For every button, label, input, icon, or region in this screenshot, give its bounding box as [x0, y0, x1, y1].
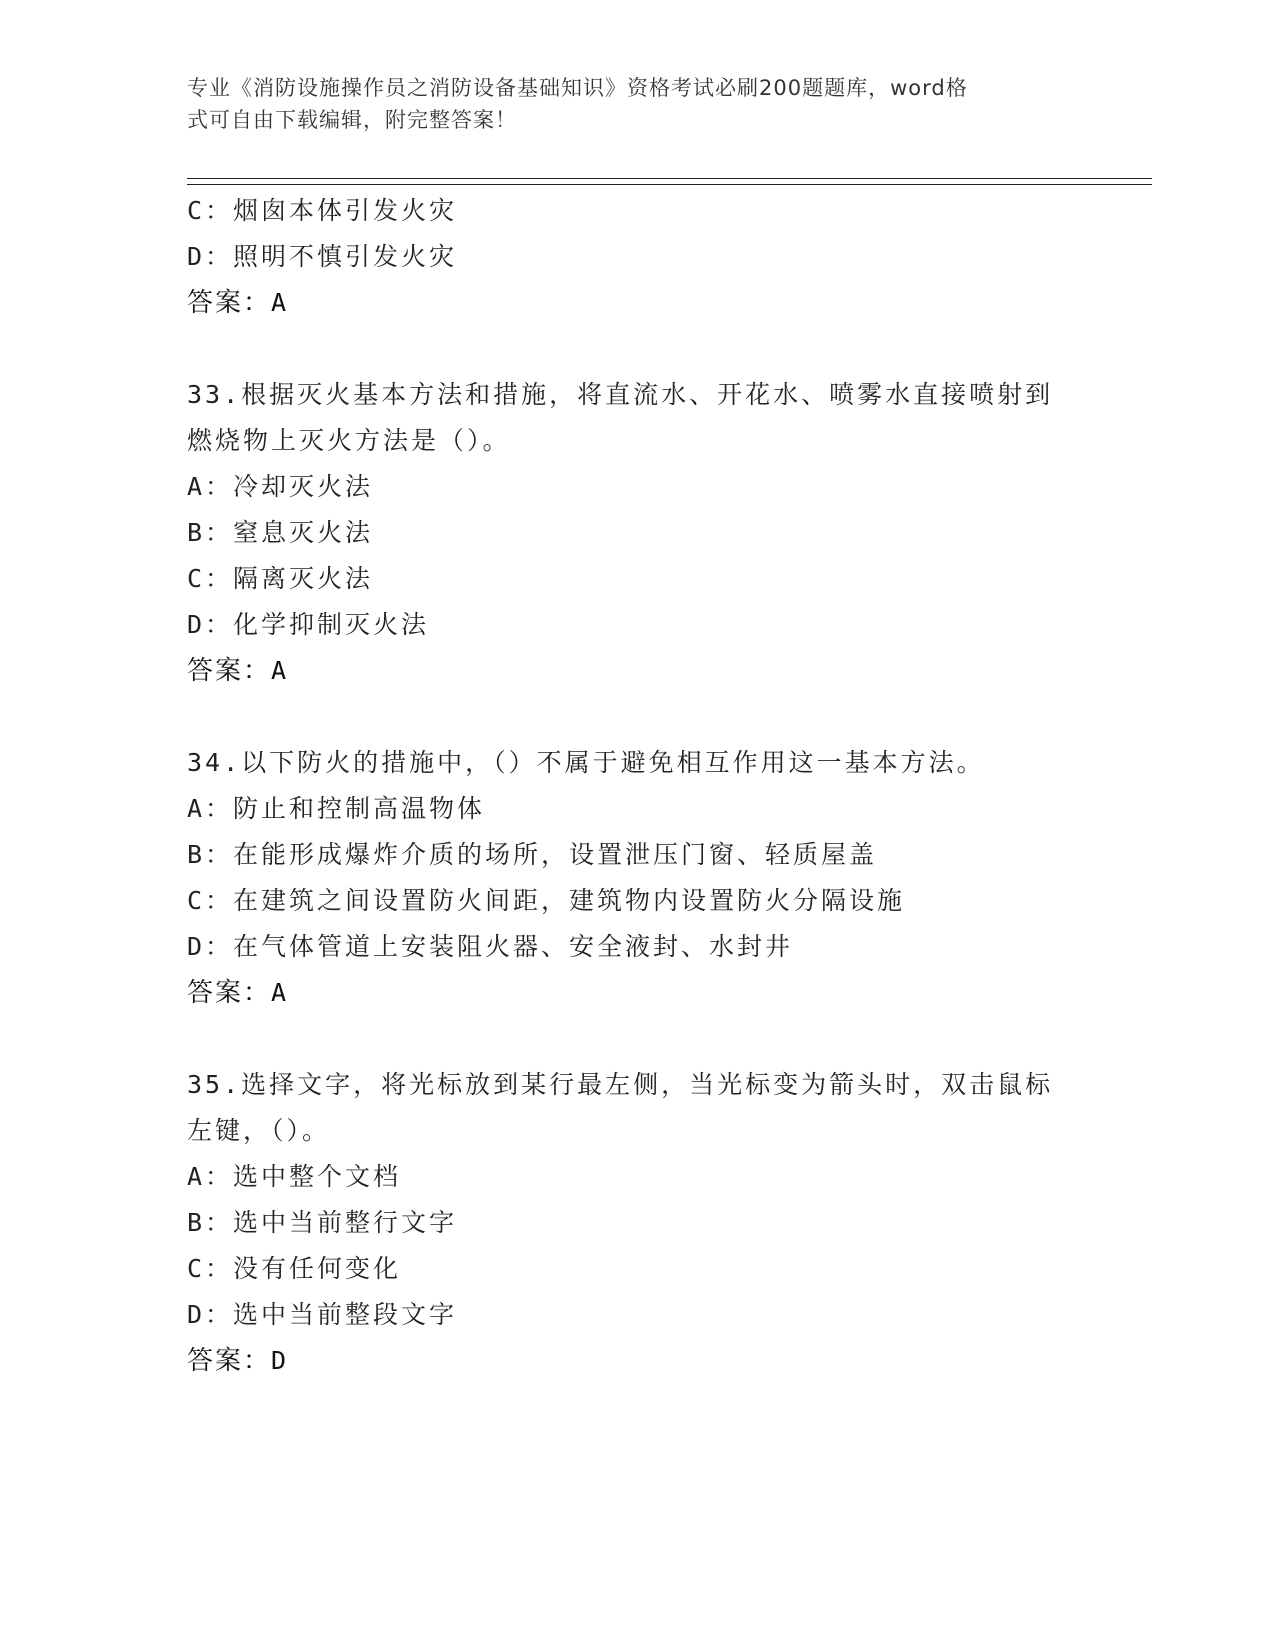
- option-c: C：烟囱本体引发火灾: [187, 196, 458, 225]
- spacer: [187, 1016, 1087, 1062]
- option-d: D：化学抑制灭火法: [187, 610, 430, 639]
- answer-value: D: [271, 1346, 288, 1375]
- header-line-2: 式可自由下载编辑，附完整答案！: [187, 108, 517, 132]
- answer-line: [187, 280, 1087, 326]
- question-33: [187, 372, 1087, 694]
- header-divider-top: [187, 178, 1152, 179]
- option-d: D：选中当前整段文字: [187, 1300, 458, 1329]
- spacer: [187, 326, 1087, 372]
- question-stem-continued: 左键，（）。: [187, 1116, 331, 1145]
- question-content: [187, 188, 1087, 1384]
- option-c: C：在建筑之间设置防火间距，建筑物内设置防火分隔设施: [187, 886, 906, 915]
- answer-line: [187, 648, 1087, 694]
- header-line-1: 专业《消防设施操作员之消防设备基础知识》资格考试必刷200题题库，word格: [187, 76, 968, 100]
- answer-value: A: [271, 978, 288, 1007]
- option-b: B：选中当前整行文字: [187, 1208, 458, 1237]
- question-34: [187, 740, 1087, 1016]
- answer-label: 答案：: [187, 288, 272, 318]
- question-stem: 35.选择文字，将光标放到某行最左侧，当光标变为箭头时，双击鼠标: [187, 1070, 1054, 1099]
- option-d: D：照明不慎引发火灾: [187, 242, 458, 271]
- option-a: A：防止和控制高温物体: [187, 794, 486, 823]
- option-d: D：在气体管道上安装阻火器、安全液封、水封井: [187, 932, 794, 961]
- answer-value: A: [271, 656, 288, 685]
- document-header: [187, 72, 1067, 136]
- question-stem: 34.以下防火的措施中，（）不属于避免相互作用这一基本方法。: [187, 748, 985, 777]
- option-a: A：选中整个文档: [187, 1162, 402, 1191]
- answer-label: 答案：: [187, 656, 272, 686]
- question-35: [187, 1062, 1087, 1384]
- answer-value: A: [271, 288, 288, 317]
- option-a: A：冷却灭火法: [187, 472, 374, 501]
- option-c: C：没有任何变化: [187, 1254, 402, 1283]
- answer-line: [187, 1338, 1087, 1384]
- option-b: B：在能形成爆炸介质的场所，设置泄压门窗、轻质屋盖: [187, 840, 878, 869]
- option-c: C：隔离灭火法: [187, 564, 374, 593]
- question-32: [187, 188, 1087, 326]
- answer-label: 答案：: [187, 1346, 272, 1376]
- answer-line: [187, 970, 1087, 1016]
- header-divider-bottom: [187, 184, 1152, 185]
- answer-label: 答案：: [187, 978, 272, 1008]
- spacer: [187, 694, 1087, 740]
- question-stem: 33.根据灭火基本方法和措施，将直流水、开花水、喷雾水直接喷射到: [187, 380, 1054, 409]
- option-b: B：窒息灭火法: [187, 518, 374, 547]
- question-stem-continued: 燃烧物上灭火方法是（）。: [187, 426, 511, 455]
